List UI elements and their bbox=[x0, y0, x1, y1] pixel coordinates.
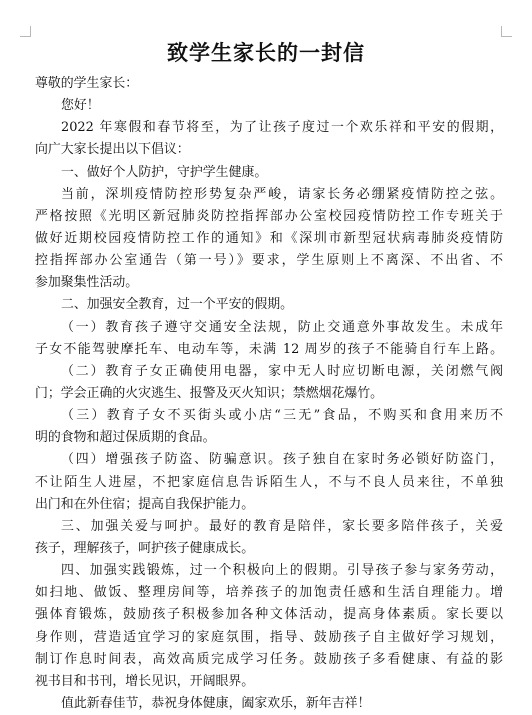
body-line: 参加聚集性活动。 bbox=[35, 275, 139, 291]
closing-wishes: 值此新春佳节，恭祝身体健康，阖家欢乐，新年吉祥！ bbox=[61, 695, 371, 711]
body-line: 出门和在外住宿；提高自我保护能力。 bbox=[35, 496, 255, 512]
body-line: （三）教育子女不买街头或小店“三无”食品，不购买和食用来历不 bbox=[61, 408, 503, 424]
body-line: 孩子，理解孩子，呵护孩子健康成长。 bbox=[35, 540, 255, 556]
section-heading-1: 一、做好个人防护，守护学生健康。 bbox=[61, 164, 268, 180]
letter-title: 致学生家长的一封信 bbox=[167, 41, 365, 65]
body-line: 向广大家长提出以下倡议： bbox=[35, 142, 190, 158]
crop-mark-top-right bbox=[501, 26, 512, 37]
body-line: 身作则，营造适宜学习的家庭氛围，指导、鼓励孩子自主做好学习规划， bbox=[35, 629, 503, 645]
body-line: 控指挥部办公室通告（第一号）》要求，学生原则上不离深、不出省、不 bbox=[35, 253, 503, 269]
section-heading-4: 四、加强实践锻炼，过一个积极向上的假期。引导孩子参与家务劳动， bbox=[61, 563, 503, 579]
crop-mark-top-left bbox=[20, 26, 31, 37]
body-line: （二）教育子女正确使用电器，家中无人时应切断电源，关闭燃气阀 bbox=[61, 363, 503, 379]
body-line: 制订作息时间表，高效高质完成学习任务。鼓励孩子多看健康、有益的影 bbox=[35, 651, 503, 667]
body-line: 不让陌生人进屋，不把家庭信息告诉陌生人，不与不良人员来往，不单独 bbox=[35, 474, 503, 490]
section-heading-2: 二、加强安全教育，过一个平安的假期。 bbox=[61, 297, 294, 313]
body-line: （一）教育孩子遵守交通安全法规，防止交通意外事故发生。未成年 bbox=[61, 319, 503, 335]
greeting: 您好！ bbox=[61, 98, 100, 114]
letter-body bbox=[35, 73, 503, 715]
body-line: （四）增强孩子防盗、防骗意识。孩子独自在家时务必锁好防盗门， bbox=[61, 452, 503, 468]
body-line: 2022 年寒假和春节将至，为了让孩子度过一个欢乐祥和平安的假期， bbox=[61, 120, 503, 136]
body-line: 明的食物和超过保质期的食品。 bbox=[35, 430, 216, 446]
body-line: 严格按照《光明区新冠肺炎防控指挥部办公室校园疫情防控工作专班关于 bbox=[35, 208, 503, 224]
body-line: 强体育锻炼，鼓励孩子积极参加各种文体活动，提高身体素质。家长要以 bbox=[35, 607, 503, 623]
section-heading-3: 三、加强关爱与呵护。最好的教育是陪伴，家长要多陪伴孩子，关爱 bbox=[61, 518, 503, 534]
body-line: 子女不能驾驶摩托车、电动车等，未满 12 周岁的孩子不能骑自行车上路。 bbox=[35, 341, 503, 357]
body-line: 如扫地、做饭、整理房间等，培养孩子的加饱责任感和生活自理能力。增 bbox=[35, 585, 503, 601]
body-line: 做好近期校园疫情防控工作的通知》和《深圳市新型冠状病毒肺炎疫情防 bbox=[35, 230, 503, 246]
body-line: 门；学会正确的火灾逃生、报警及灭火知识；禁燃烟花爆竹。 bbox=[35, 385, 384, 401]
salutation: 尊敬的学生家长： bbox=[35, 76, 139, 91]
body-line: 当前，深圳疫情防控形势复杂严峻，请家长务必绷紧疫情防控之弦。 bbox=[61, 186, 503, 202]
body-line: 视书目和书刊，增长见识，开阔眼界。 bbox=[35, 673, 255, 689]
